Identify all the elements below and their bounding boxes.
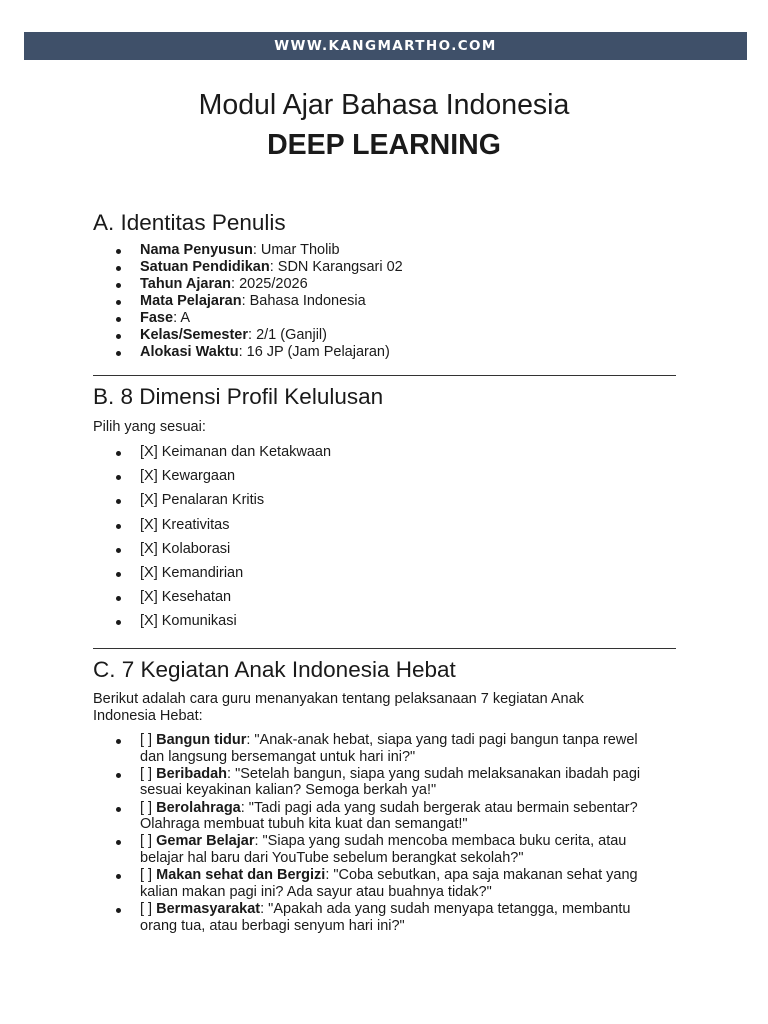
section-a-heading: A. Identitas Penulis (93, 210, 286, 235)
item-value: : 2/1 (Ganjil) (248, 327, 327, 343)
checkbox-mark: [ ] (140, 765, 157, 782)
item-text: orang tua, atau berbagi senyum hari ini?" (140, 917, 405, 934)
list-item: [X] Kreativitas (93, 513, 683, 537)
item-text: dan langsung bersemangat untuk hari ini?" (140, 748, 416, 765)
item-label: Mata Pelajaran (140, 293, 242, 309)
section-c-intro (93, 691, 683, 725)
item-value: : A (173, 310, 190, 326)
item-label: Tahun Ajaran (140, 276, 232, 292)
item-label: Alokasi Waktu (140, 344, 239, 360)
checkbox-mark: [ ] (140, 833, 157, 850)
section-kegiatan-anak (93, 656, 683, 935)
list-item: [X] Kemandirian (93, 561, 683, 585)
list-item: [X] Kolaborasi (93, 537, 683, 561)
kegiatan-list (93, 732, 683, 934)
item-label: Fase (140, 310, 174, 326)
item-label: Beribadah (156, 765, 228, 782)
item-label: Gemar Belajar (156, 833, 255, 850)
section-b-intro: Pilih yang sesuai: (93, 419, 206, 435)
item-text: sesuai keyakinan kalian? Semoga berkah ya!" (140, 782, 437, 799)
list-item (93, 293, 683, 310)
item-text: : "Anak-anak hebat, siapa yang tadi pagi bangun tanpa rewel (246, 732, 638, 748)
list-item: [X] Keimanan dan Ketakwaan (93, 440, 683, 464)
intro-line: Indonesia Hebat: (93, 708, 203, 724)
item-text: : "Coba sebutkan, apa saja makanan sehat yang (325, 867, 638, 884)
item-text: Olahraga membuat tubuh kita kuat dan semangat!" (140, 816, 468, 833)
intro-line: Berikut adalah cara guru menanyakan tentang pelaksanaan 7 kegiatan Anak (93, 691, 584, 707)
document-subtitle: DEEP LEARNING (267, 129, 501, 161)
list-item (93, 901, 683, 934)
list-item (93, 833, 683, 866)
item-text: : "Siapa yang sudah mencoba membaca buku cerita, atau (254, 833, 627, 850)
list-item (93, 310, 683, 327)
list-item (93, 259, 683, 276)
list-item (93, 732, 683, 765)
section-c-heading: C. 7 Kegiatan Anak Indonesia Hebat (93, 657, 456, 682)
section-divider (93, 648, 676, 649)
checkbox-mark: [ ] (140, 900, 157, 917)
list-item (93, 344, 683, 361)
item-label: Berolahraga (156, 799, 241, 816)
document-title: Modul Ajar Bahasa Indonesia (198, 89, 570, 121)
checkbox-mark: [ ] (140, 732, 157, 748)
item-text: : "Setelah bangun, siapa yang sudah melaksanakan ibadah pagi (227, 765, 641, 782)
list-item (93, 242, 683, 259)
section-identitas-penulis (93, 209, 683, 361)
item-text: : "Tadi pagi ada yang sudah bergerak atau bermain sebentar? (240, 799, 638, 816)
item-label: Nama Penyusun (140, 242, 253, 258)
list-item: [X] Kesehatan (93, 585, 683, 609)
identitas-list (93, 242, 683, 361)
list-item (93, 327, 683, 344)
item-label: Bermasyarakat (156, 900, 261, 917)
checkbox-mark: [ ] (140, 799, 157, 816)
item-value: : 16 JP (Jam Pelajaran) (238, 344, 390, 360)
item-value: : Bahasa Indonesia (241, 293, 366, 309)
item-label: Kelas/Semester (140, 327, 249, 343)
list-item (93, 800, 683, 833)
list-item (93, 867, 683, 900)
list-item: [X] Penalaran Kritis (93, 488, 683, 512)
website-banner: WWW.KANGMARTHO.COM (24, 32, 747, 60)
item-label: Satuan Pendidikan (140, 259, 270, 275)
item-value: : Umar Tholib (252, 242, 340, 258)
section-dimensi-profil (93, 383, 683, 634)
dimensi-list (93, 440, 683, 634)
checkbox-mark: [ ] (140, 867, 157, 884)
item-value: : SDN Karangsari 02 (269, 259, 403, 275)
list-item (93, 276, 683, 293)
section-b-heading: B. 8 Dimensi Profil Kelulusan (93, 384, 384, 409)
list-item: [X] Kewargaan (93, 464, 683, 488)
item-text: kalian makan pagi ini? Ada sayur atau buahnya tidak?" (140, 883, 492, 900)
item-value: : 2025/2026 (231, 276, 308, 292)
list-item (93, 766, 683, 799)
item-label: Makan sehat dan Bergizi (156, 867, 326, 884)
item-text: : "Apakah ada yang sudah menyapa tetangga, membantu (260, 900, 631, 917)
section-divider (93, 375, 676, 376)
item-label: Bangun tidur (156, 732, 247, 748)
item-text: belajar hal baru dari YouTube sebelum berangkat sekolah?" (140, 849, 524, 866)
list-item: [X] Komunikasi (93, 609, 683, 633)
